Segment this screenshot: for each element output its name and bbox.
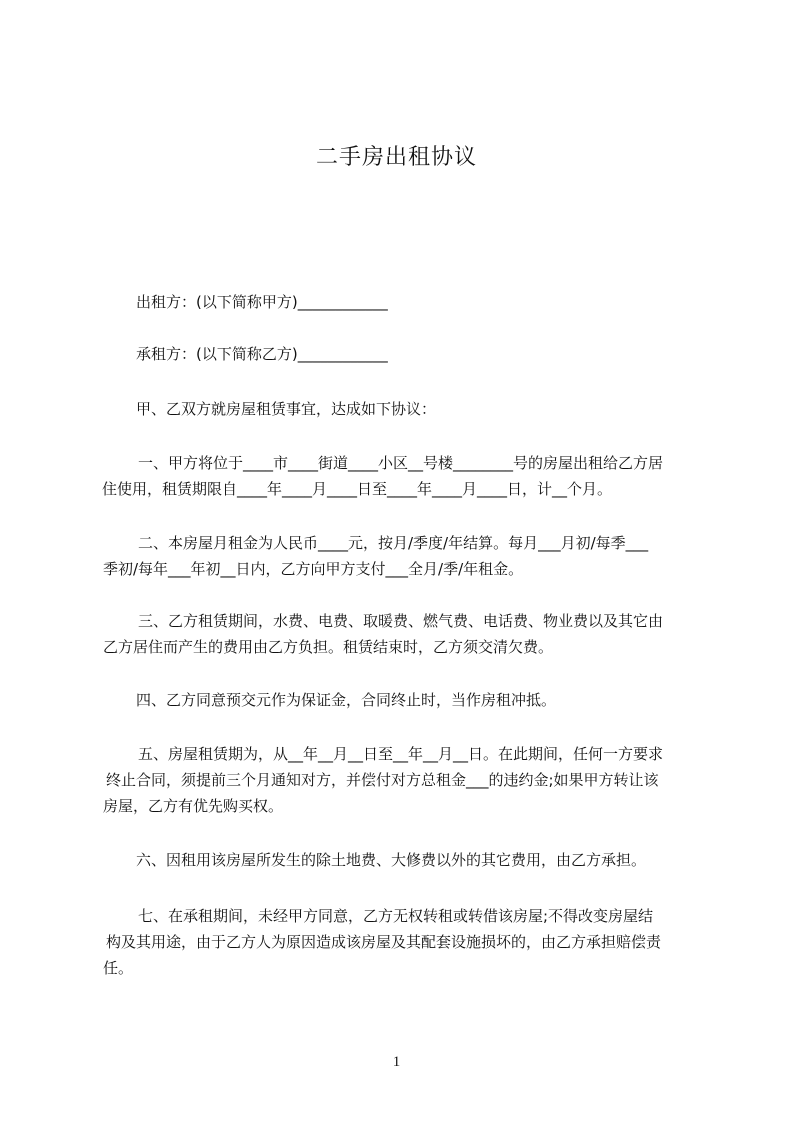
clause-3 xyxy=(103,608,703,660)
clause-5 xyxy=(103,741,703,819)
clause-1 xyxy=(103,450,703,502)
clause-line: 七、在承租期间，未经甲方同意，乙方无权转租或转借该房屋;不得改变房屋结 xyxy=(138,907,654,925)
clause-7 xyxy=(103,903,703,981)
clause-line: 二、本房屋月租金为人民币____元，按月/季度/年结算。每月___月初/每季___ xyxy=(138,534,649,552)
clause-line: 任。 xyxy=(103,959,134,977)
lessee-line: 承租方：(以下简称乙方)____________ xyxy=(136,345,388,363)
clause-line: 构及其用途，由于乙方人为原因造成该房屋及其配套设施损坏的，由乙方承担赔偿责 xyxy=(106,933,662,951)
lessor-line: 出租方：(以下简称甲方)____________ xyxy=(136,293,388,311)
clause-line: 六、因租用该房屋所发生的除土地费、大修费以外的其它费用，由乙方承担。 xyxy=(136,851,647,869)
clause-line: 乙方居住而产生的费用由乙方负担。租赁结束时，乙方须交清欠费。 xyxy=(103,638,554,656)
clause-line: 五、房屋租赁期为，从__年__月__日至__年__月__日。在此期间，任何一方要求 xyxy=(138,745,664,763)
clause-line: 四、乙方同意预交元作为保证金，合同终止时，当作房租冲抵。 xyxy=(136,691,557,709)
clause-2 xyxy=(103,530,703,582)
clause-6 xyxy=(103,847,703,873)
clause-4 xyxy=(103,687,703,713)
clause-line: 终止合同，须提前三个月通知对方，并偿付对方总租金___的违约金;如果甲方转让该 xyxy=(106,771,659,789)
clause-line: 季初/每年___年初__日内，乙方向甲方支付___全月/季/年租金。 xyxy=(103,560,524,578)
clause-line: 三、乙方租赁期间，水费、电费、取暖费、燃气费、电话费、物业费以及其它由 xyxy=(138,612,664,630)
page-title: 二手房出租协议 xyxy=(315,145,477,170)
clause-line: 一、甲方将位于____市____街道____小区__号楼________号的房屋出租给乙方居 xyxy=(138,454,664,472)
intro-line: 甲、乙双方就房屋租赁事宜，达成如下协议： xyxy=(136,400,437,418)
clause-line: 住使用，租赁期限自____年____月____日至____年____月____日，计__个月。 xyxy=(102,480,613,498)
clause-line: 房屋，乙方有优先购买权。 xyxy=(103,797,284,815)
page-number: 1 xyxy=(392,1054,401,1070)
